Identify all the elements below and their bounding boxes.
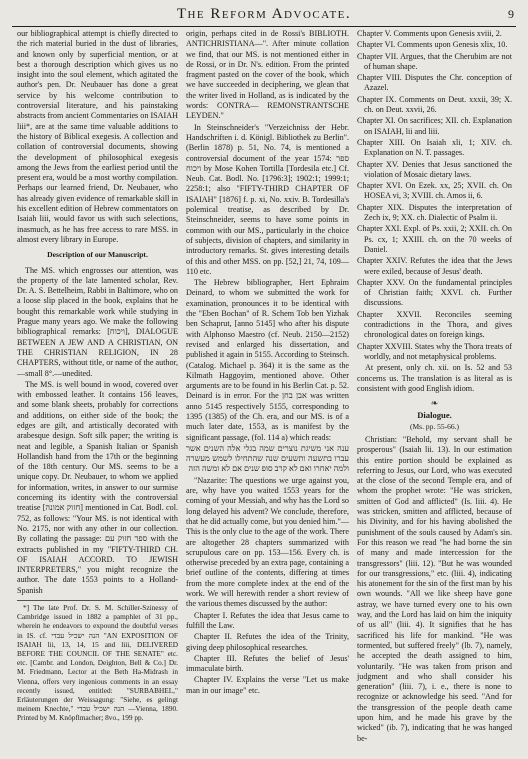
chapter-summary: Chapter XXI. Expl. of Ps. xxii, 2; XXII. ch. On Ps. cx, 1; XXIII. ch. on the 70 weeks of Daniel.: [357, 224, 512, 254]
paragraph: Christian: "Behold, my servant shall be prosperous" (Isaiah lii. 13). In our estimation this entire portion should be explained as referring to Jesus, our Lord, who was executed at the close of the second Temple era, and of whom the prophet wrote: "He was stricken, smitten of God and afflicted" (Is. liii. 4). He was stricken, smitten and afflicted, because of his Divinity, and for his having abolished the punishment of the souls caused by Adam's sin. For this reason we read "he had borne the sin of many and made intercession for the transgressors" (liii. 12). "But he was wounded for our transgressions," etc. (liii. 4), indicating his atonement for the sin of the first man by his own wounds. "All we like sheep have gone astray, we have turned every one to his own way, and the Lord has laid on him the iniquity of us all" (liii. 4). It signifies that he has sacrificed his life for mankind. "He was tormented, but suffered freely" (lb. 7), namely, he accepted the death assigned to him, voluntarily. "He was taken from prison and judgment and who shall consider his generation" (liii. 7), i. e., there is none to recognize or acknowledge his seed. "And for the transgression of the people death came upon him, and he made his grave by the wicked" (ib. 7), indicating that he was hanged be-: [357, 434, 512, 743]
fleuron-ornament: ❧: [430, 398, 439, 409]
chapter-summary: Chapter III. Refutes the belief of Jesus' immaculate birth.: [186, 653, 349, 674]
chapter-summary: Chapter XV. Denies that Jesus sanctioned the violation of Mosaic dietary laws.: [357, 159, 512, 179]
page-number: 9: [508, 7, 514, 21]
chapter-summary: Chapter V. Comments upon Genesis xviii, 2.: [357, 29, 502, 38]
chapter-summary: Chapter VI. Comments upon Genesis xlix, 10.: [357, 40, 508, 50]
footnote: [17, 600, 178, 723]
paragraph: At present, only ch. xii. on Is. 52 and 53 concerns us. The translation is as literal as is consistent with good English idiom.: [357, 363, 512, 393]
chapter-summary: Chapter XXVIII. States why the Thora treats of worldly, and not metaphysical problems.: [357, 341, 512, 361]
chapter-summary: Chapter XIII. On Isaiah xli, 1; XIV. ch. Explanation on N. T. passages.: [357, 137, 512, 158]
chapter-summary: Chapter IV. Explains the verse "Let us make man in our image" etc.: [186, 675, 349, 695]
paragraph: origin, perhaps cited in de Rossi's BIBLIOTH. ANTICHRISTIANA—". After minute collation we find, that our MS. is not mentioned either in de Rossi, or in Dr. N's. edition. From the printed fragment pasted on the cover of the book, which we have succeeded in deciphering, we glean that the writer lived in Holland, as is indicated by the words: CONTRA— REMONSTRANTSCHE LEYDEN.": [186, 29, 349, 121]
paragraph: The MS. which engrosses our attention, was the property of the late lamented scholar, Rev. Dr. A. S. Bettelheim, Rabbi in Baltimore, who on a loose slip placed in the book, explains that he bought this remarkable work while studying in Prague many years ago. We make the following bibliographical remarks: [ויכוח], DIALOGUE BETWEEN A JEW AND A CHRISTIAN, ON THE CHRISTIAN RELIGION, IN 28 CHAPTERS, without title, or name of the author,—small 8°.—unedited.: [17, 265, 178, 378]
footnote-text: *] The late Prof. Dr. S. M. Schiller-Szinessy of Cambridge issued in 1882 a pamphlet of 31 pp., wherein he endeavors to expound the doubtful verses in IS. cf. הנה ישכיל עבדי "AN EXPOSITION OF ISAIAH lii, 13, 14, 15 and liii, DELIVERED BEFORE THE COUNCIL OF THE SENATE" etc. etc. [Cambr. and London, Deighton, Bell & Co.] Dr. M. Friedmann, Lector at the Beth Ha-Midrash in Vienna, offers very ingenious comments in an essay recently issued, entitled: "SURBABHEL," Erläuterungen der Weissagung: "Siehe, es gelingt meinem Knechte," הנה ישכיל עבדי —Vienna, 1890. Printed by M. Knöpflmacher; 8vo., 199 pp.: [17, 603, 178, 723]
section-heading: Description of our Manuscript.: [47, 250, 148, 260]
column-middle: [186, 29, 349, 697]
paragraph: "Nazarite: The questions we urge against you, are, why have you waited 1553 years for the coming of your Messiah, and why has the Lord so long delayed his advent? We conclude, therefore, that he did actually come, but you denied him."—This is the only clue to the age of the work. There are altogether 28 chapters summarized with scrupulous care on pp. 153—156. Every ch. is otherwise preceded by an extra page, containing a brief outline of the contents, differing at times from the more complete index at the end of the work. We will herewith render a short review of the various themes discussed by the author:: [186, 475, 349, 609]
dialogue-heading: Dialogue.: [417, 410, 452, 421]
paragraph: The MS. is well bound in wood, covered over with embossed leather. It contains 156 leaves, and some blank sheets, probably for corrections and additions, on either side of the book; the edges are gilt, and artistically decorated with arabesque design. Soft silk paper; the writing is neat and legible, a Spanish Italian or Spanish Hollandish hand from the 17th or the beginning of the 18th century. Our MS. seems to be a unique copy. Dr. Neubauer, to whom we applied for information, writes, in answer to our surmise concerning its identity with the controversial treatise [חזוק אמונה] mentioned in Cat. Bodl. col. 752, as follows: "Your MS. is not identical with No. 2175, nor with any other in our collection. By collating the passage: ספר חזוק עם with the extracts published in my "FIFTY-THIRD CH. OF ISAIAH ACCORD. TO JEWISH INTERPRETERS," you might recognize the author. The date 1553 points to a Holland-Spanish: [17, 379, 178, 595]
chapter-summary: Chapter XI. On sacrifices; XII. ch. Explanation on ISAIAH, lii and liii.: [357, 116, 512, 136]
chapter-summary: Chapter XVI. On Ezek. xx, 25; XVII. ch. On HOSEA vi, 3; XVIII. ch. Amos ii, 6.: [357, 181, 512, 201]
chapter-summary: Chapter IX. Comments on Deut. xxxii, 39; X. ch. on Deut. xxvii, 26.: [357, 94, 512, 115]
paragraph: our bibliographical attempt is chiefly directed to the rich material buried in the dust of libraries, and known only by superficial mention, or at best a thorough description which gives us no insight into the soul element, which agitated the author's pen. Dr. Neubauer has done a great service by his welcome contribution to controversial literature, and his painstaking abstracts from ancient Commentaries on ISAIAH liii*, are at the same time valuable additions to the history of Biblical exegesis. A collection and collation of controversial documents, showing the development of philosophical exegesis among the Jews from the earliest period until the present era, would be a most worthy compilation. Perhaps our learned friend, Dr. Neubauer, who has already given evidence of remarkable skill in his excellent edition of Hebrew commentators on Isaiah liii, would favor us with such selections, inasmuch, as he has free access to rare MSS. in almost every library in Europe.: [17, 29, 178, 244]
chapter-summary: Chapter II. Refutes the idea of the Trinity, giving deep philosophical researches.: [186, 632, 349, 652]
column-right: [357, 29, 512, 745]
column-left: [17, 29, 178, 723]
chapter-summary: Chapter VIII. Disputes the Chr. conception of Azazel.: [357, 73, 512, 93]
chapter-summary: Chapter XXVII. Reconciles seeming contradictions in the Thora, and gives chronological dates on foreign kings.: [357, 309, 512, 340]
hebrew-quotation: ענה אני משיגת נוצרים שמה בגלי אלה השנים אשר עברו בתשעה ותשעים שנה שהתחילו לשמש מעשרה ולמה יאחרו ואם לא קרב סופ שנים אם לא ומשה הזה: [186, 443, 349, 474]
page-header: [12, 4, 516, 27]
chapter-summary: Chapter XIX. Disputes the interpretation of Zech ix, 9; XX. ch. Dialectic of Psalm ii.: [357, 202, 512, 223]
chapter-summary: Chapter I. Refutes the idea that Jesus came to fulfill the Law.: [186, 610, 349, 630]
masthead-title: The Reform Advocate.: [176, 6, 352, 22]
chapter-summary: Chapter XXV. On the fundamental principles of Christian faith; XXVI. ch. Further discussions.: [357, 277, 512, 308]
chapter-summary: Chapter XXIV. Refutes the idea that the Jews were exiled, because of Jesus' death.: [357, 256, 512, 276]
paragraph: In Steinschneider's "Verzeichniss der Hebr. Handschriften i. d. Königl. Bibliothek zu Berlin". (Berlin 1878) p. 51, No. 74, is mentioned a controversial document of the year 1574: ספר ויכוח by Mose Kohen Tortilla [Tordesila etc.] Cf. Neub. Cat. Bodl. No. [1796:3]; 1902:1; 1999:1; 2258:1; also "FIFTY-THIRD CHAPTER OF ISAIAH" [1876] f. p. xi, No. xxiv. B. Tordesilla's polemical treatise, as described by Dr. Steinschneider, seems to have some points in common with our MS., particularly in the choice of subjects, division of chapters, and similarity in introductory remarks. St. gives interesting details of this and other MSS. on pp. [52,] 21, 74, 109—110 etc.: [186, 122, 349, 276]
chapter-summary: Chapter VII. Argues, that the Cherubim are not of human shape.: [357, 51, 512, 71]
dialogue-reference: (Ms. pp. 55-66.): [410, 421, 459, 431]
paragraph: The Hebrew bibliographer, Hert Ephraim Deinard, to whom we submitted the work for examination, pronounces it to be identical with the "Eben Bochan" of R. Schem Tob ben Yizhak ben Schaprut, [anno 5145] who after his dispute with Alphonso Maestro (cf. Neub. 2150—2152) revised and enlarged his dissertation, and published it again in 5155. According to Steinsch. (Catalog. Michael p. 364) it is the same as the Kilmath Haggoyim, mentioned above. Other arguments are to be found in his Berlin Cat. p. 52. Deinard is in error. For the אבן בחן was written anno 5145 respectively 5155, corresponding to 1395 (1385) of the Ch. era, and our MS. is of a much later date, 1553, as is manifest by the significant passage, (fol. 114 a) which reads:: [186, 278, 349, 442]
